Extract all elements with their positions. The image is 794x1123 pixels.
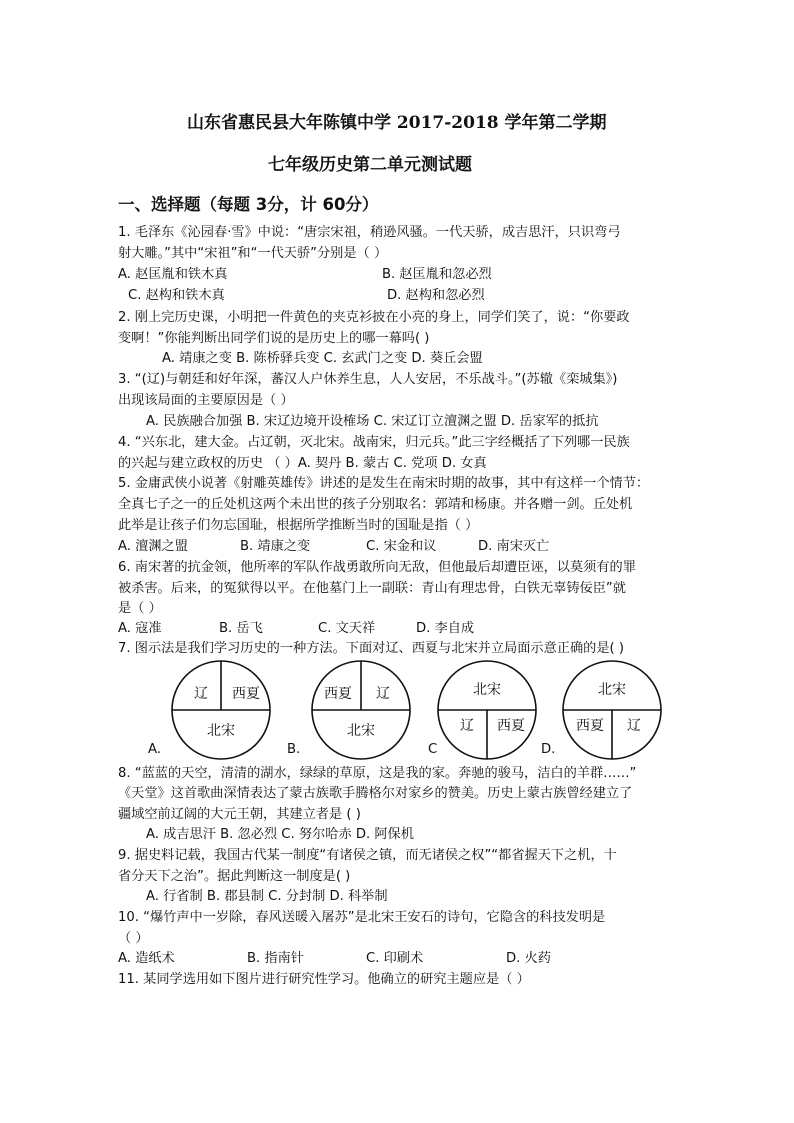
diagram-c-beisong: 北宋 <box>473 682 501 698</box>
diagram-b-xixia: 西夏 <box>324 686 352 702</box>
diagram-c-liao: 辽 <box>460 718 474 734</box>
diagram-a <box>172 661 270 759</box>
question-5-line-3: 此举是让孩子们勿忘国耻，根据所学推断当时的国耻是指（ ） <box>118 518 479 533</box>
question-1-line-1: 1. 毛泽东《沁园春·雪》中说：“唐宗宋祖，稍逊风骚。一代天骄，成吉思汗，只识弯弓 <box>118 225 621 240</box>
question-7-option-d: D. <box>541 742 556 757</box>
question-5-line-2: 全真七子之一的丘处机这两个未出世的孩子分别取名：郭靖和杨康。并各赠一剑。丘处机 <box>118 497 633 512</box>
question-2-line-1: 2. 刚上完历史课，小明把一件黄色的夹克衫披在小亮的身上，同学们笑了，说：“你要政 <box>118 310 630 325</box>
diagram-d-xixia: 西夏 <box>576 718 604 734</box>
question-1-option-b: B. 赵匡胤和忽必烈 <box>382 267 492 282</box>
question-7-line-1: 7. 图示法是我们学习历史的一种方法。下面对辽、西夏与北宋并立局面示意正确的是( ) <box>118 641 625 656</box>
exam-title: 山东省惠民县大年陈镇中学 2017-2018 学年第二学期 <box>187 113 607 133</box>
question-7-option-b: B. <box>287 742 301 757</box>
question-7-option-a: A. <box>148 742 161 757</box>
question-2-line-2: 变啊！”你能判断出同学们说的是历史上的哪一幕吗( ) <box>118 331 430 346</box>
question-6-option-d: D. 李自成 <box>416 621 475 636</box>
question-2-options: A. 靖康之变 B. 陈桥驿兵变 C. 玄武门之变 D. 葵丘会盟 <box>162 351 483 366</box>
question-6-option-a: A. 寇准 <box>118 621 162 636</box>
question-7-diagrams <box>118 658 698 763</box>
question-6-option-b: B. 岳飞 <box>219 621 263 636</box>
question-5-option-b: B. 靖康之变 <box>240 539 311 554</box>
question-9-line-2: 省分天下之治”。据此判断这一制度是( ) <box>118 869 351 884</box>
diagram-d-liao: 辽 <box>627 718 641 734</box>
diagram-b-liao: 辽 <box>376 686 390 702</box>
section-heading: 一、选择题（每题 3分，计 60分） <box>118 195 379 214</box>
question-10-option-d: D. 火药 <box>506 951 551 966</box>
question-10-line-2: （ ） <box>118 931 149 946</box>
question-1-option-a: A. 赵匡胤和铁木真 <box>118 267 228 282</box>
question-8-line-1: 8. “蓝蓝的天空，清清的湖水，绿绿的草原，这是我的家。奔驰的骏马，洁白的羊群……” <box>118 766 637 781</box>
question-7-option-c: C <box>428 742 438 757</box>
question-10-option-b: B. 指南针 <box>247 951 304 966</box>
question-1-option-d: D. 赵构和忽必烈 <box>387 288 485 303</box>
question-8-options: A. 成吉思汗 B. 忽必烈 C. 努尔哈赤 D. 阿保机 <box>146 827 414 842</box>
question-3-options: A. 民族融合加强 B. 宋辽边境开设榷场 C. 宋辽订立澶渊之盟 D. 岳家军的抵抗 <box>146 414 599 429</box>
question-6-option-c: C. 文天祥 <box>318 621 376 636</box>
diagram-a-beisong: 北宋 <box>207 723 235 739</box>
diagram-a-liao: 辽 <box>194 686 208 702</box>
question-10-line-1: 10. “爆竹声中一岁除，春风送暖入屠苏”是北宋王安石的诗句，它隐含的科技发明是 <box>118 910 606 925</box>
diagram-b <box>312 661 410 759</box>
question-11-line-1: 11. 某同学选用如下图片进行研究性学习。他确立的研究主题应是（ ） <box>118 972 530 987</box>
question-10-option-a: A. 造纸术 <box>118 951 175 966</box>
question-1-option-c: C. 赵构和铁木真 <box>128 288 225 303</box>
question-5-option-a: A. 澶渊之盟 <box>118 539 188 554</box>
diagram-b-beisong: 北宋 <box>347 723 375 739</box>
question-6-line-3: 是（ ） <box>118 601 162 616</box>
diagram-d-beisong: 北宋 <box>598 682 626 698</box>
question-9-line-1: 9. 据史料记载，我国古代某一制度“有诸侯之镇，而无诸侯之权”“都省握天下之机，十 <box>118 848 617 863</box>
question-4-line-2: 的兴起与建立政权的历史 （ ）A. 契丹 B. 蒙古 C. 党项 D. 女真 <box>118 456 487 471</box>
question-10-option-c: C. 印刷术 <box>366 951 424 966</box>
question-8-line-3: 疆域空前辽阔的大元王朝，其建立者是 ( ) <box>118 807 361 822</box>
question-1-line-2: 射大雕。”其中“宋祖”和“一代天骄”分别是（ ） <box>118 246 388 261</box>
diagram-a-xixia: 西夏 <box>232 686 260 702</box>
question-8-line-2: 《天堂》这首歌曲深情表达了蒙古族歌手腾格尔对家乡的赞美。历史上蒙古族曾经建立了 <box>118 786 633 801</box>
question-3-line-1: 3. “(辽)与朝廷和好年深，蕃汉人户休养生息，人人安居，不乐战斗。”(苏辙《栾城集》) <box>118 372 618 387</box>
question-6-line-1: 6. 南宋著的抗金领，他所率的军队作战勇敢所向无敌，但他最后却遭臣诬，以莫须有的罪 <box>118 560 636 575</box>
diagram-d <box>563 661 661 759</box>
question-9-options: A. 行省制 B. 郡县制 C. 分封制 D. 科举制 <box>146 889 388 904</box>
question-5-option-c: C. 宋金和议 <box>366 539 437 554</box>
question-4-line-1: 4. “兴东北，建大金。占辽朝，灭北宋。战南宋，归元兵。”此三字经概括了下列哪一民族 <box>118 435 630 450</box>
exam-subtitle: 七年级历史第二单元测试题 <box>268 155 472 175</box>
question-3-line-2: 出现该局面的主要原因是（ ） <box>118 393 294 408</box>
question-5-option-d: D. 南宋灭亡 <box>478 539 550 554</box>
question-5-line-1: 5. 金庸武侠小说著《射雕英雄传》讲述的是发生在南宋时期的故事，其中有这样一个情节： <box>118 476 650 491</box>
question-6-line-2: 被杀害。后来，的冤狱得以平。在他墓门上一副联：青山有理忠骨，白铁无辜铸佞臣”就 <box>118 581 626 596</box>
diagram-c <box>438 661 536 759</box>
diagram-c-xixia: 西夏 <box>497 718 525 734</box>
